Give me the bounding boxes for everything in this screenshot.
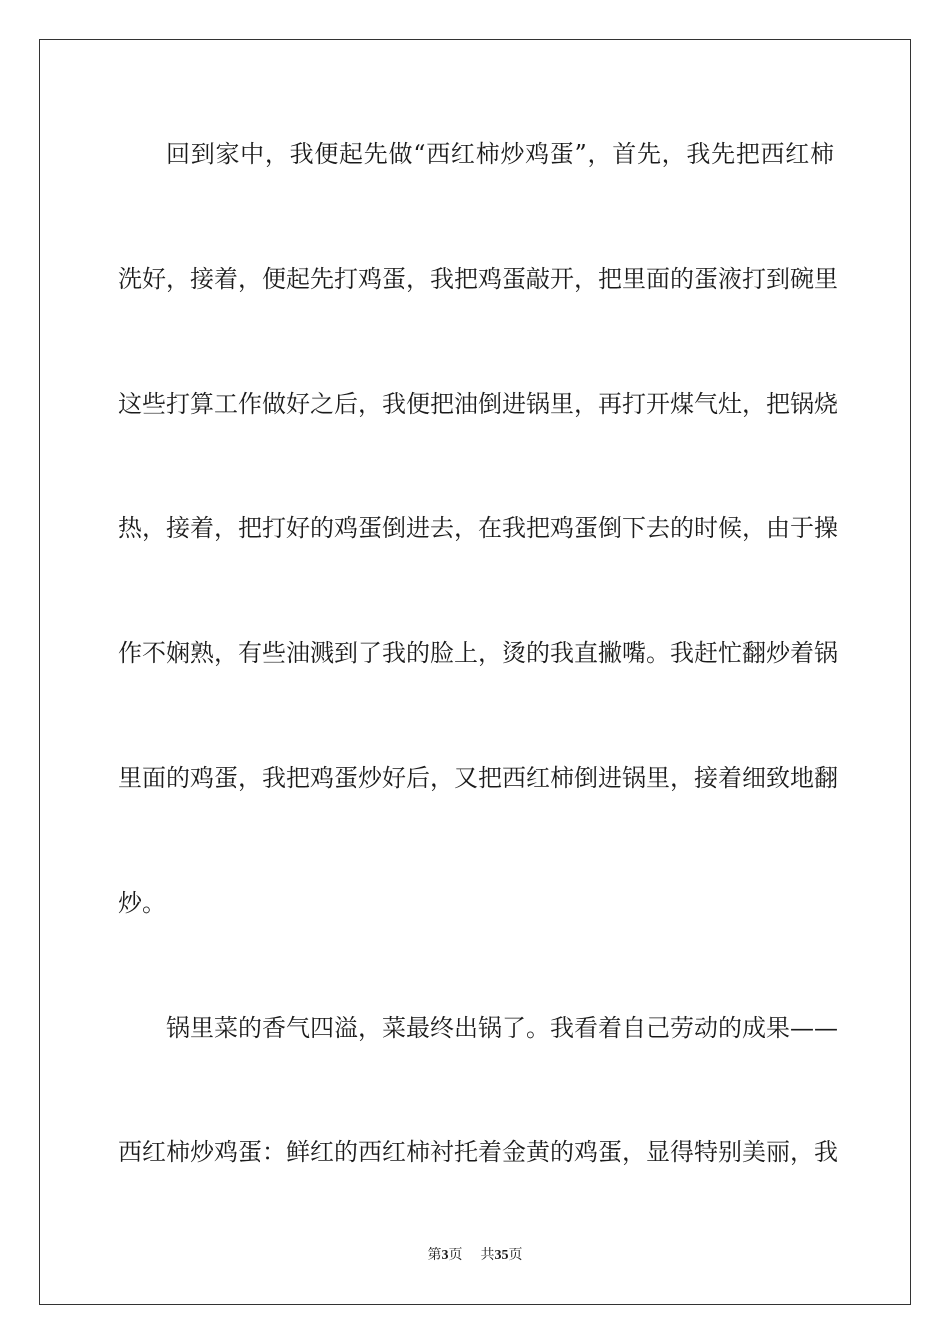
text-line-9: 西红柿炒鸡蛋：鲜红的西红柿衬托着金黄的鸡蛋，显得特别美丽，我	[118, 1138, 838, 1167]
total-pages: 35	[494, 1248, 509, 1263]
total-label-suffix: 页	[508, 1247, 523, 1263]
text-line-5: 作不娴熟，有些油溅到了我的脸上，烫的我直撇嘴。我赶忙翻炒着锅	[118, 639, 838, 668]
page-footer	[0, 1245, 950, 1266]
page-label-prefix: 第	[427, 1247, 442, 1263]
total-label-prefix: 共	[480, 1247, 495, 1263]
text-line-2: 洗好，接着，便起先打鸡蛋，我把鸡蛋敲开，把里面的蛋液打到碗里	[118, 264, 838, 293]
page-number: 3	[441, 1248, 449, 1263]
text-line-4: 热，接着，把打好的鸡蛋倒进去，在我把鸡蛋倒下去的时候，由于操	[118, 514, 838, 543]
text-line-7: 炒。	[118, 888, 166, 917]
text-line-8: 锅里菜的香气四溢，菜最终出锅了。我看着自己劳动的成果——	[166, 1013, 838, 1042]
text-line-1: 回到家中，我便起先做“西红柿炒鸡蛋”，首先，我先把西红柿	[166, 140, 834, 168]
text-line-3: 这些打算工作做好之后，我便把油倒进锅里，再打开煤气灶，把锅烧	[118, 389, 838, 418]
text-line-6: 里面的鸡蛋，我把鸡蛋炒好后，又把西红柿倒进锅里，接着细致地翻	[118, 763, 838, 792]
body-text	[118, 126, 838, 1249]
page-label-suffix: 页	[448, 1247, 463, 1263]
